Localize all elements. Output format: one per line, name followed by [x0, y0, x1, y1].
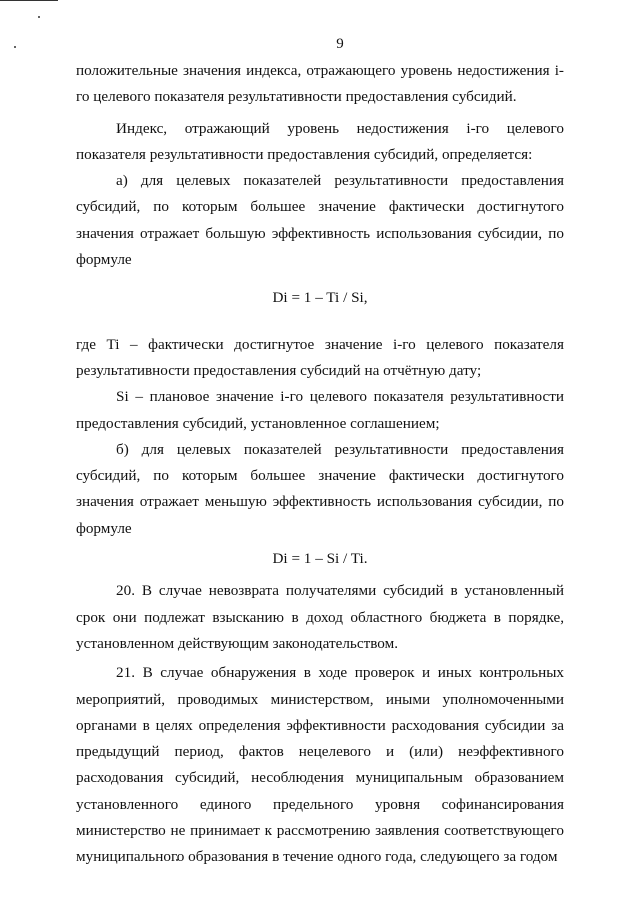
formula-a: Di = 1 – Ti / Si,	[272, 289, 368, 307]
paragraph-case-a: а) для целевых показателей результативности предоставления субсидий, по которым большее значение фактически достигнутого значения отражает большую эффективность использования субсидии, по формуле	[76, 172, 564, 269]
paragraph-continuation: положительные значения индекса, отражающего уровень недостижения i-го целевого показателя результативности предоставления субсидий.	[76, 62, 564, 106]
paragraph-index-definition: Индекс, отражающий уровень недостижения i-го целевого показателя результативности предоставления субсидий, определяется:	[76, 119, 564, 163]
paragraph-case-b: б) для целевых показателей результативности предоставления субсидий, по которым большее значение фактически достигнутого значения отражает меньшую эффективность использования субсидии, по формуле	[76, 440, 564, 537]
paragraph-item-21: 21. В случае обнаружения в ходе проверок и иных контрольных мероприятий, проводимых министерством, иными уполномоченными органами в целях определения эффективности расходования субсидии за предыдущий период, фактов нецелевого и (или) неэффективного расходования субсидий, несоблюдения муниципальным образованием установленного единого предельного уровня софинансирования министерство не принимает к рассмотрению заявления соответствующего муниципального образования в течение одного года, следующего за годом	[76, 664, 564, 866]
paragraph-where-ti: где Ti – фактически достигнутое значение i-го целевого показателя результативности предоставления субсидий на отчётную дату;	[76, 335, 564, 379]
paragraph-item-20: 20. В случае невозврата получателями субсидий в установленный срок они подлежат взысканию в доход областного бюджета в порядке, установленном действующим законодательством.	[76, 582, 564, 652]
paragraph-si: Si – плановое значение i-го целевого показателя результативности предоставления субсидий, установленное соглашением;	[76, 388, 564, 432]
formula-b: Di = 1 – Si / Ti.	[272, 550, 368, 568]
scan-edge-line	[0, 0, 58, 1]
scan-speck	[38, 16, 40, 18]
page-number: 9	[336, 36, 344, 52]
document-body	[76, 58, 564, 871]
